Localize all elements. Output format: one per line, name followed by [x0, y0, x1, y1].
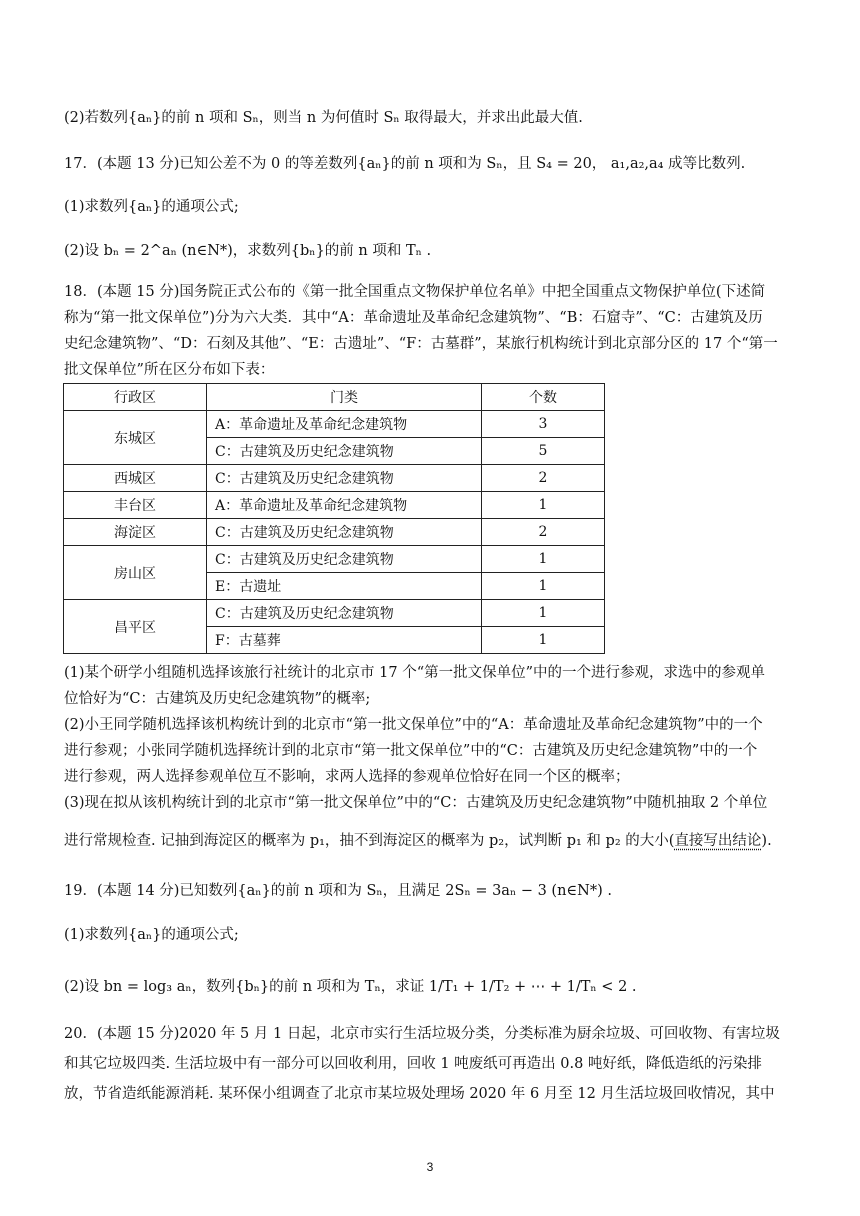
table-row [64, 492, 605, 519]
q18-part3-line1: (3)现在拟从该机构统计到的北京市“第一批文保单位”中的“C：古建筑及历史纪念建筑物”中随机抽取 2 个单位 [64, 795, 768, 811]
table-row [64, 465, 605, 492]
q18-part2-line3: 进行参观，两人选择参观单位互不影响，求两人选择的参观单位恰好在同一个区的概率； [64, 769, 630, 785]
q19-part2: (2)设 bn = log₃ aₙ，数列{bₙ}的前 n 项和为 Tₙ，求证 1/T₁ + 1/T₂ + ⋯ + 1/Tₙ < 2 . [64, 979, 637, 995]
type-cell: C：古建筑及历史纪念建筑物 [207, 600, 482, 627]
type-cell: C：古建筑及历史纪念建筑物 [207, 546, 482, 573]
q16-part2: (2)若数列{aₙ}的前 n 项和 Sₙ，则当 n 为何值时 Sₙ 取得最大，并求出此最大值. [64, 110, 583, 126]
header-count: 个数 [482, 384, 605, 411]
count-cell: 1 [482, 546, 605, 573]
emphasis-text: 直接写出结论 [674, 833, 762, 849]
count-cell: 1 [482, 573, 605, 600]
q18-part1-line1: (1)某个研学小组随机选择该旅行社统计的北京市 17 个“第一批文保单位”中的一个进行参观，求选中的参观单 [64, 665, 766, 681]
district-cell: 西城区 [64, 465, 207, 492]
q18-stem-line2: 称为“第一批文保单位”)分为六大类．其中“A：革命遗址及革命纪念建筑物”、“B：石窟寺”、“C：古建筑及历 [64, 310, 763, 326]
table-row [64, 600, 605, 627]
district-cell: 丰台区 [64, 492, 207, 519]
q19-part1: (1)求数列{aₙ}的通项公式; [64, 927, 239, 943]
q18-stem-line1: 18．(本题 15 分)国务院正式公布的《第一批全国重点文物保护单位名单》中把全国重点文物保护单位(下述简 [64, 284, 766, 300]
q18-part2-line2: 进行参观；小张同学随机选择统计到的北京市“第一批文保单位”中的“C：古建筑及历史纪念建筑物”中的一个 [64, 743, 758, 759]
type-cell: A：革命遗址及革命纪念建筑物 [207, 411, 482, 438]
table-row [64, 546, 605, 573]
type-cell: C：古建筑及历史纪念建筑物 [207, 438, 482, 465]
type-cell: F：古墓葬 [207, 627, 482, 654]
q20-stem-line2: 和其它垃圾四类. 生活垃圾中有一部分可以回收利用，回收 1 吨废纸可再造出 0.8 吨好纸，降低造纸的污染排 [64, 1056, 762, 1072]
q18-part1-line2: 位恰好为“C：古建筑及历史纪念建筑物”的概率; [64, 691, 371, 707]
q18-part3-end: ). [761, 833, 772, 849]
count-cell: 1 [482, 492, 605, 519]
q17-part2: (2)设 bₙ = 2^aₙ (n∈N*)，求数列{bₙ}的前 n 项和 Tₙ . [64, 243, 432, 259]
q17-stem: 17．(本题 13 分)已知公差不为 0 的等差数列{aₙ}的前 n 项和为 Sₙ，且 S₄ = 20， a₁,a₂,a₄ 成等比数列. [64, 156, 746, 172]
header-type: 门类 [207, 384, 482, 411]
district-cell: 房山区 [64, 546, 207, 600]
count-cell: 2 [482, 465, 605, 492]
heritage-distribution-table [63, 383, 605, 654]
table-header-row [64, 384, 605, 411]
table-row [64, 519, 605, 546]
type-cell: C：古建筑及历史纪念建筑物 [207, 465, 482, 492]
district-cell: 昌平区 [64, 600, 207, 654]
q18-stem-line3: 史纪念建筑物”、“D：石刻及其他”、“E：古遗址”、“F：古墓群”，某旅行机构统计到北京部分区的 17 个“第一 [64, 336, 778, 352]
header-district: 行政区 [64, 384, 207, 411]
type-cell: E：古遗址 [207, 573, 482, 600]
q18-part3-text: 进行常规检查. 记抽到海淀区的概率为 p₁，抽不到海淀区的概率为 p₂，试判断 p₁ 和 p₂ 的大小( [64, 833, 675, 849]
count-cell: 3 [482, 411, 605, 438]
count-cell: 1 [482, 627, 605, 654]
q18-stem-line4: 批文保单位”所在区分布如下表： [64, 362, 275, 378]
q19-stem: 19．(本题 14 分)已知数列{aₙ}的前 n 项和为 Sₙ，且满足 2Sₙ = 3aₙ − 3 (n∈N*) . [64, 883, 612, 899]
district-cell: 东城区 [64, 411, 207, 465]
type-cell: A：革命遗址及革命纪念建筑物 [207, 492, 482, 519]
count-cell: 2 [482, 519, 605, 546]
q17-part1: (1)求数列{aₙ}的通项公式; [64, 199, 239, 215]
page-number: 3 [426, 1160, 434, 1174]
count-cell: 5 [482, 438, 605, 465]
q20-stem-line3: 放，节省造纸能源消耗. 某环保小组调查了北京市某垃圾处理场 2020 年 6 月至 12 月生活垃圾回收情况，其中 [64, 1086, 775, 1102]
count-cell: 1 [482, 600, 605, 627]
q20-stem-line1: 20．(本题 15 分)2020 年 5 月 1 日起，北京市实行生活垃圾分类，分类标准为厨余垃圾、可回收物、有害垃圾 [64, 1026, 780, 1042]
q18-part3-line2 [64, 830, 796, 852]
type-cell: C：古建筑及历史纪念建筑物 [207, 519, 482, 546]
q18-part2-line1: (2)小王同学随机选择该机构统计到的北京市“第一批文保单位”中的“A：革命遗址及革命纪念建筑物”中的一个 [64, 717, 763, 733]
table-row [64, 411, 605, 438]
district-cell: 海淀区 [64, 519, 207, 546]
